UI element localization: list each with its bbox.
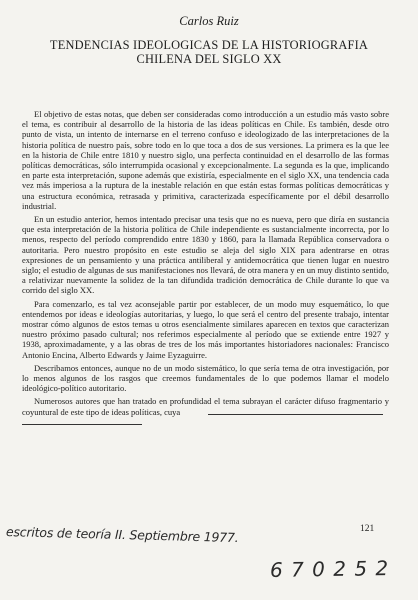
handwritten-catalog-number: 6 7 0 2 5 2: [269, 555, 390, 583]
paragraph-3: Para comenzarlo, es tal vez aconsejable partir por establecer, de un modo muy esquemático, lo que entendemos por ideas e ideologías autoritarias, y luego, lo que será el centro del presente trabajo, intentar mostrar cómo algunos de estos temas u otros esencialmente similares aparecen en textos que caracterizan nuestro próximo pasado cultural; nos referimos especialmente al período que se extiende entre 1927 y 1938, aproximadamente, y a las obras de tres de los más importantes historiadores nacionales: Francisco Antonio Encina, Alberto Edwards y Jaime Eyzaguirre.: [22, 298, 389, 360]
article-title: [30, 39, 388, 66]
handwritten-underline: [208, 414, 383, 415]
handwritten-underline: [22, 424, 142, 425]
author-name: Carlos Ruiz: [179, 14, 239, 28]
paragraph-4: Describamos entonces, aunque no de un modo sistemático, lo que sería tema de otra investigación, por lo menos algunos de los rasgos que creemos fundamentales de lo que podemos llamar el modelo ideológico-político autoritario.: [22, 362, 389, 394]
article-body: [22, 109, 389, 420]
paragraph-1: El objetivo de estas notas, que deben ser consideradas como introducción a un estudio más vasto sobre el tema, es contribuir al desarrollo de la historia de las ideas políticas en Chile. Es también, desde otro punto de vista, un intento de internarse en el terreno confuso e ideologizado de las interpretaciones de la historia política de nuestro país, sobre todo en lo que toca a dos de sus versiones. La primera es la que lee en la historia de Chile entre 1810 y nuestro siglo, una perfecta continuidad en el desarrollo de las formas políticas democráticas, sólo interrumpida ocasional y excepcionalmente. La segunda es la que, implicando en parte esta interpretación, supone además que existiría, especialmente en el siglo XX, una tendencia cada vez más imperiosa a la ruptura de la inestable relación en que están estas formas políticas democráticas y una estructura económica, retrasada y primitiva, caracterizada específicamente por el débil desarrollo industrial.: [22, 109, 389, 211]
paragraph-5: Numerosos autores que han tratado en profundidad el tema subrayan el carácter difuso fragmentario y coyuntural de este tipo de ideas políticas, cuya: [22, 396, 389, 417]
page-number: 121: [360, 524, 375, 534]
title-line-1: TENDENCIAS IDEOLOGICAS DE LA HISTORIOGRAFIA: [49, 38, 369, 52]
handwritten-source-note: escritos de teoría II. Septiembre 1977.: [5, 524, 239, 546]
paragraph-2: En un estudio anterior, hemos intentado precisar una tesis que no es nueva, pero que diría en sustancia que esta interpretación de la historia política de Chile independiente es sustancialmente incorrecta, por lo menos, respecto del período comprendido entre 1830 y 1860, para la llamada República conservadora o autoritaria. Pero nuestro propósito en este estudio se aleja del siglo XIX para adentrarse en otras expresiones de un pensamiento y una práctica antiliberal y antidemocrática que tienen lugar en nuestro siglo; el estudio de algunas de sus manifestaciones nos llevará, de otra manera y en un muy distinto sentido, a relativizar nuevamente la solidez de la tan difundida tradición democrática de Chile durante lo que va corrido del siglo XX.: [22, 214, 389, 296]
title-line-2: CHILENA DEL SIGLO XX: [136, 51, 282, 66]
